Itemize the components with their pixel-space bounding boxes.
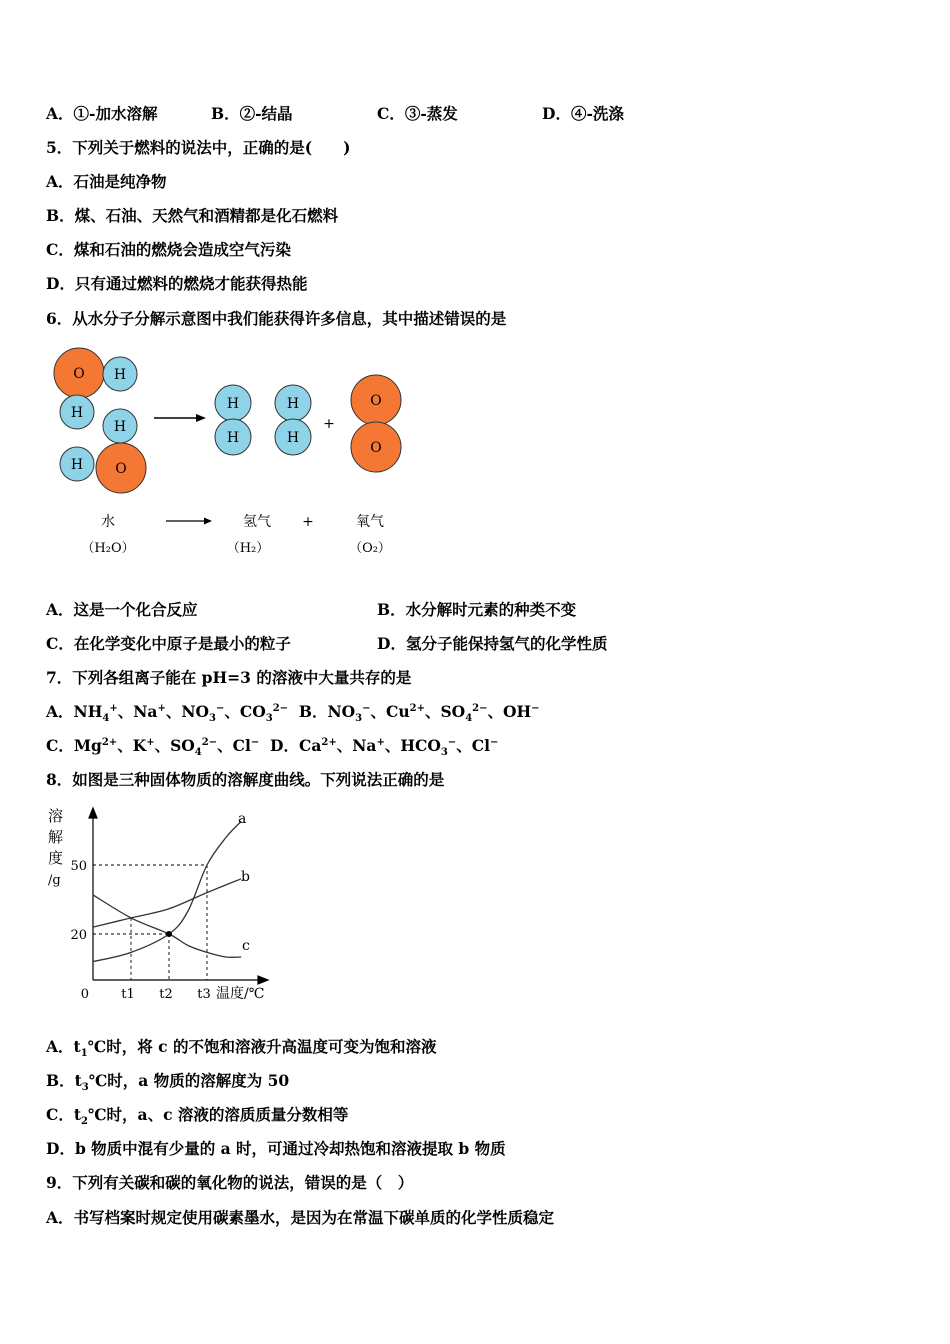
q7-option-b-label: B．	[298, 702, 328, 721]
ion-oh: OH−	[503, 702, 540, 721]
q4-option-c: C．③-蒸发	[377, 104, 458, 123]
q7-options-cd: C．$Mg^{2+}$、K+、$SO_4^{2-}$、Cl− D．$Ca^{2+}$、Na+、$HCO_3^-$、Cl−	[46, 736, 499, 759]
q6-option-d: D．氢分子能保持氢气的化学性质	[377, 634, 608, 653]
water-molecules	[54, 348, 146, 493]
hydrogen-label: 氢气	[243, 514, 271, 530]
series-label-b: b	[241, 869, 250, 885]
intersection-point	[166, 931, 172, 937]
ion-cu: $Cu^{2+}$	[386, 702, 425, 721]
oxygen-atom-label: O	[115, 461, 127, 477]
water-label: 水	[101, 514, 115, 530]
q4-option-a: A．①-加水溶解	[46, 104, 158, 123]
y-label-char: 溶	[48, 807, 64, 825]
y-tick-label-20: 20	[70, 928, 87, 943]
q6-option-b: B．水分解时元素的种类不变	[377, 600, 577, 619]
oxygen-atom-label: O	[370, 393, 382, 409]
series-labels	[238, 811, 250, 954]
hydrogen-atom-label: H	[226, 396, 240, 412]
oxygen-atom-label: O	[73, 366, 85, 382]
hydrogen-molecules	[215, 385, 311, 455]
curve-a	[93, 821, 241, 961]
ion-nh4: $NH_4^+$	[73, 702, 118, 725]
q8-option-a: A．$t_1℃$时，将 c 的不饱和溶液升高温度可变为饱和溶液	[46, 1037, 437, 1060]
q7-option-a-label: A．	[46, 702, 74, 721]
hydrogen-atom-label: H	[70, 457, 84, 473]
plus-sign: +	[323, 416, 335, 432]
q5-option-d: D．只有通过燃料的燃烧才能获得热能	[46, 274, 308, 293]
q9-option-a: A．书写档案时规定使用碳素墨水，是因为在常温下碳单质的化学性质稳定	[46, 1208, 555, 1227]
ion-co3: $CO_3^{2-}$	[239, 702, 289, 725]
ion-na: Na+	[352, 736, 385, 755]
q4-option-d: D．④-洗涤	[542, 104, 624, 123]
ion-cl: Cl−	[471, 736, 499, 755]
word-plus-sign: +	[302, 514, 314, 530]
y-label-char: 度	[48, 849, 64, 867]
y-tick-label-50: 50	[70, 859, 87, 874]
hydrogen-atom-label: H	[286, 430, 300, 446]
oxygen-atom-label: O	[370, 440, 382, 456]
q6-option-c: C．在化学变化中原子是最小的粒子	[46, 634, 291, 653]
q8-option-b: B．$t_3℃$时，a 物质的溶解度为 50	[46, 1071, 290, 1094]
hydrogen-atom-label: H	[113, 367, 127, 383]
oxygen-formula: （O₂）	[349, 541, 391, 556]
q7-options-ab: A．$NH_4^+$、Na+、$NO_3^-$、$CO_3^{2-}$ B．$NO_3^-$、$Cu^{2+}$、$SO_4^{2-}$、OH−	[46, 702, 540, 725]
water-formula: （H₂O）	[81, 541, 135, 556]
ion-mg: $Mg^{2+}$	[73, 736, 118, 755]
x-axis-label: 温度/℃	[216, 986, 265, 1002]
origin-label: 0	[80, 987, 89, 1002]
q5-stem: 5．下列关于燃料的说法中，正确的是( )	[46, 138, 351, 157]
q5-option-b: B．煤、石油、天然气和酒精都是化石燃料	[46, 206, 339, 225]
q5-option-a: A．石油是纯净物	[46, 172, 167, 191]
x-tick-label-t3: t3	[197, 987, 211, 1002]
q8-option-c: C．$t_2℃$时，a、c 溶液的溶质质量分数相等	[46, 1105, 349, 1128]
hydrogen-atom-label: H	[70, 405, 84, 421]
y-label-char: 解	[48, 828, 64, 846]
q7-stem: 7．下列各组离子能在 pH=3 的溶液中大量共存的是	[46, 668, 412, 687]
q8-option-d: D．b 物质中混有少量的 a 时，可通过冷却热饱和溶液提取 b 物质	[46, 1139, 506, 1158]
q4-option-b: B．②-结晶	[211, 104, 293, 123]
y-label-char: /g	[48, 873, 61, 888]
q8-stem: 8．如图是三种固体物质的溶解度曲线。下列说法正确的是	[46, 770, 445, 789]
curve-c	[93, 895, 241, 957]
equation-labels	[81, 513, 391, 556]
q5-option-c: C．煤和石油的燃烧会造成空气污染	[46, 240, 291, 259]
hydrogen-formula: （H₂）	[226, 541, 270, 556]
oxygen-label: 氧气	[356, 514, 384, 530]
x-tick-label-t1: t1	[121, 987, 135, 1002]
q6-stem: 6．从水分子分解示意图中我们能获得许多信息，其中描述错误的是	[46, 309, 507, 328]
word-arrow-icon	[166, 518, 212, 525]
ion-no3: $NO_3^-$	[181, 702, 225, 725]
hydrogen-atom-label: H	[226, 430, 240, 446]
ion-so4: $SO_4^{2-}$	[440, 702, 488, 725]
x-axis-arrow-icon	[258, 976, 268, 984]
ion-no3: $NO_3^-$	[327, 702, 371, 725]
reaction-arrow-icon	[154, 414, 206, 422]
series-label-c: c	[242, 938, 250, 954]
oxygen-molecule	[351, 375, 401, 472]
series-label-a: a	[238, 811, 247, 827]
ion-so4: $SO_4^{2-}$	[170, 736, 218, 759]
ion-k: K+	[132, 736, 155, 755]
y-axis-label	[48, 807, 63, 888]
q9-stem: 9．下列有关碳和碳的氧化物的说法，错误的是（ ）	[46, 1173, 414, 1192]
x-tick-label-t2: t2	[159, 987, 173, 1002]
hydrogen-atom-label: H	[286, 396, 300, 412]
q6-option-a: A．这是一个化合反应	[46, 600, 198, 619]
ion-hco3: $HCO_3^-$	[400, 736, 457, 759]
y-axis-arrow-icon	[89, 808, 97, 818]
chart-marks	[70, 821, 241, 1002]
ion-na: Na+	[133, 702, 166, 721]
q7-option-d-label: D．	[270, 736, 299, 755]
curve-b	[93, 879, 241, 927]
hydrogen-atom-label: H	[113, 419, 127, 435]
ion-cl: Cl−	[232, 736, 260, 755]
ion-ca: $Ca^{2+}$	[299, 736, 337, 755]
water-decomposition-diagram	[46, 340, 426, 570]
q7-option-c-label: C．	[46, 736, 74, 755]
solubility-chart	[40, 800, 280, 1010]
